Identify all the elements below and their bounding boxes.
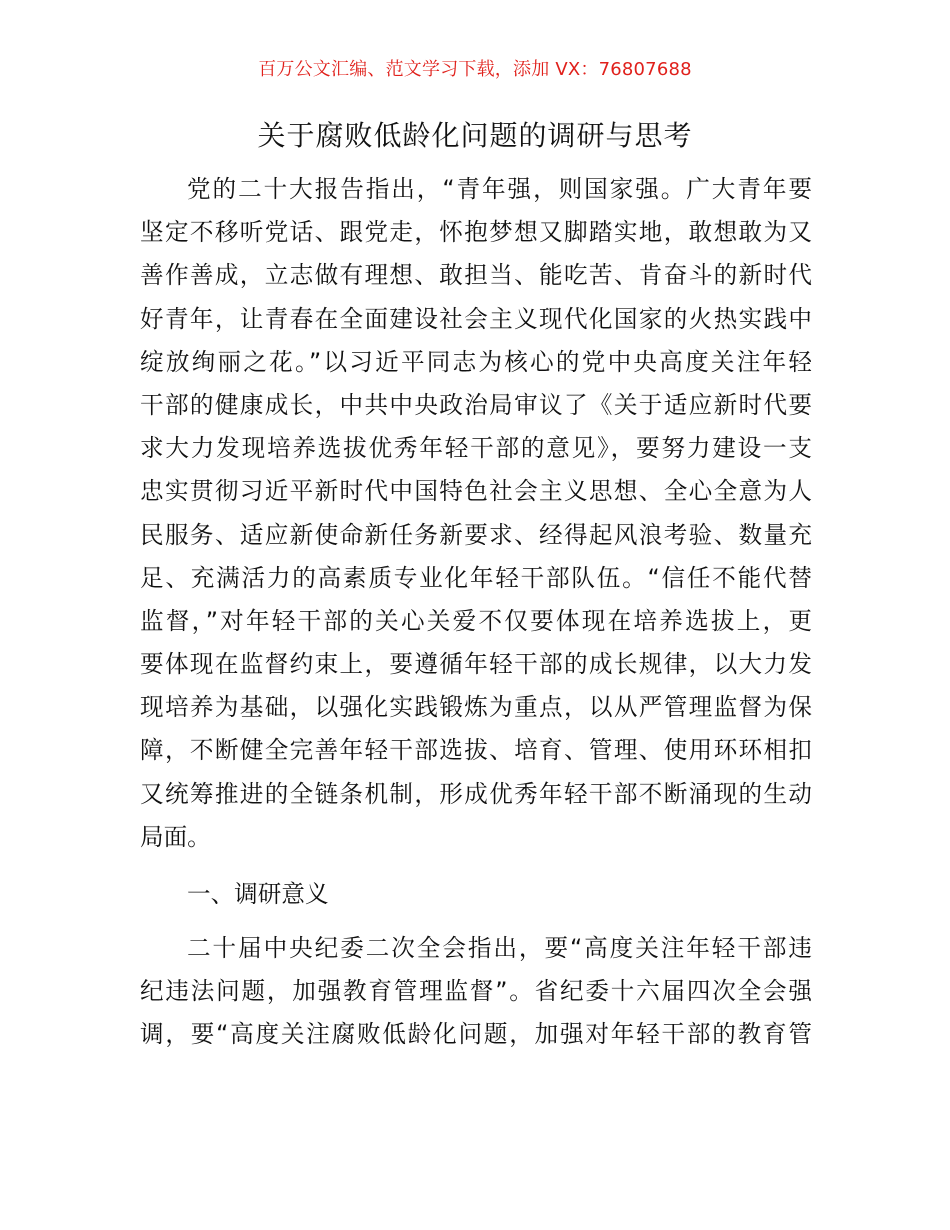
paragraph-line: 善作善成，立志做有理想、敢担当、能吃苦、肯奋斗的新时代 xyxy=(140,261,812,290)
paragraph-line: 局面。 xyxy=(140,822,211,851)
watermark-header: 百万公文汇编、范文学习下载，添加 VX：76807688 xyxy=(258,59,692,80)
paragraph-line: 干部的健康成长，中共中央政治局审议了《关于适应新时代要 xyxy=(140,390,812,419)
paragraph-line: 现培养为基础，以强化实践锻炼为重点，以从严管理监督为保 xyxy=(140,693,812,722)
paragraph-line: 监督，”对年轻干部的关心关爱不仅要体现在培养选拔上，更 xyxy=(140,606,812,635)
document-title: 关于腐败低龄化问题的调研与思考 xyxy=(257,119,693,152)
paragraph-line: 绽放绚丽之花。”以习近平同志为核心的党中央高度关注年轻 xyxy=(140,347,812,376)
paragraph-line: 足、充满活力的高素质专业化年轻干部队伍。“信任不能代替 xyxy=(140,563,812,592)
paragraph-line: 障，不断健全完善年轻干部选拔、培育、管理、使用环环相扣 xyxy=(140,736,812,765)
section-heading: 一、调研意义 xyxy=(187,880,329,908)
paragraph-line: 民服务、适应新使命新任务新要求、经得起风浪考验、数量充 xyxy=(140,520,812,549)
paragraph-line: 坚定不移听党话、跟党走，怀抱梦想又脚踏实地，敢想敢为又 xyxy=(140,218,812,247)
paragraph-line: 好青年，让青春在全面建设社会主义现代化国家的火热实践中 xyxy=(140,304,812,333)
paragraph-line: 求大力发现培养选拔优秀年轻干部的意见》，要努力建设一支 xyxy=(140,434,812,463)
paragraph-line: 二十届中央纪委二次全会指出，要“高度关注年轻干部违 xyxy=(187,934,812,962)
paragraph-line: 党的二十大报告指出，“青年强，则国家强。广大青年要 xyxy=(187,175,812,203)
paragraph-line: 调，要“高度关注腐败低龄化问题，加强对年轻干部的教育管 xyxy=(140,1020,812,1049)
paragraph-line: 又统筹推进的全链条机制，形成优秀年轻干部不断涌现的生动 xyxy=(140,779,812,808)
paragraph-line: 忠实贯彻习近平新时代中国特色社会主义思想、全心全意为人 xyxy=(140,477,812,506)
paragraph-line: 纪违法问题，加强教育管理监督”。省纪委十六届四次全会强 xyxy=(140,977,812,1006)
paragraph-research-significance xyxy=(140,927,812,1057)
paragraph-intro xyxy=(140,168,812,859)
section-heading-block xyxy=(140,873,812,916)
paragraph-line: 要体现在监督约束上，要遵循年轻干部的成长规律，以大力发 xyxy=(140,650,812,679)
